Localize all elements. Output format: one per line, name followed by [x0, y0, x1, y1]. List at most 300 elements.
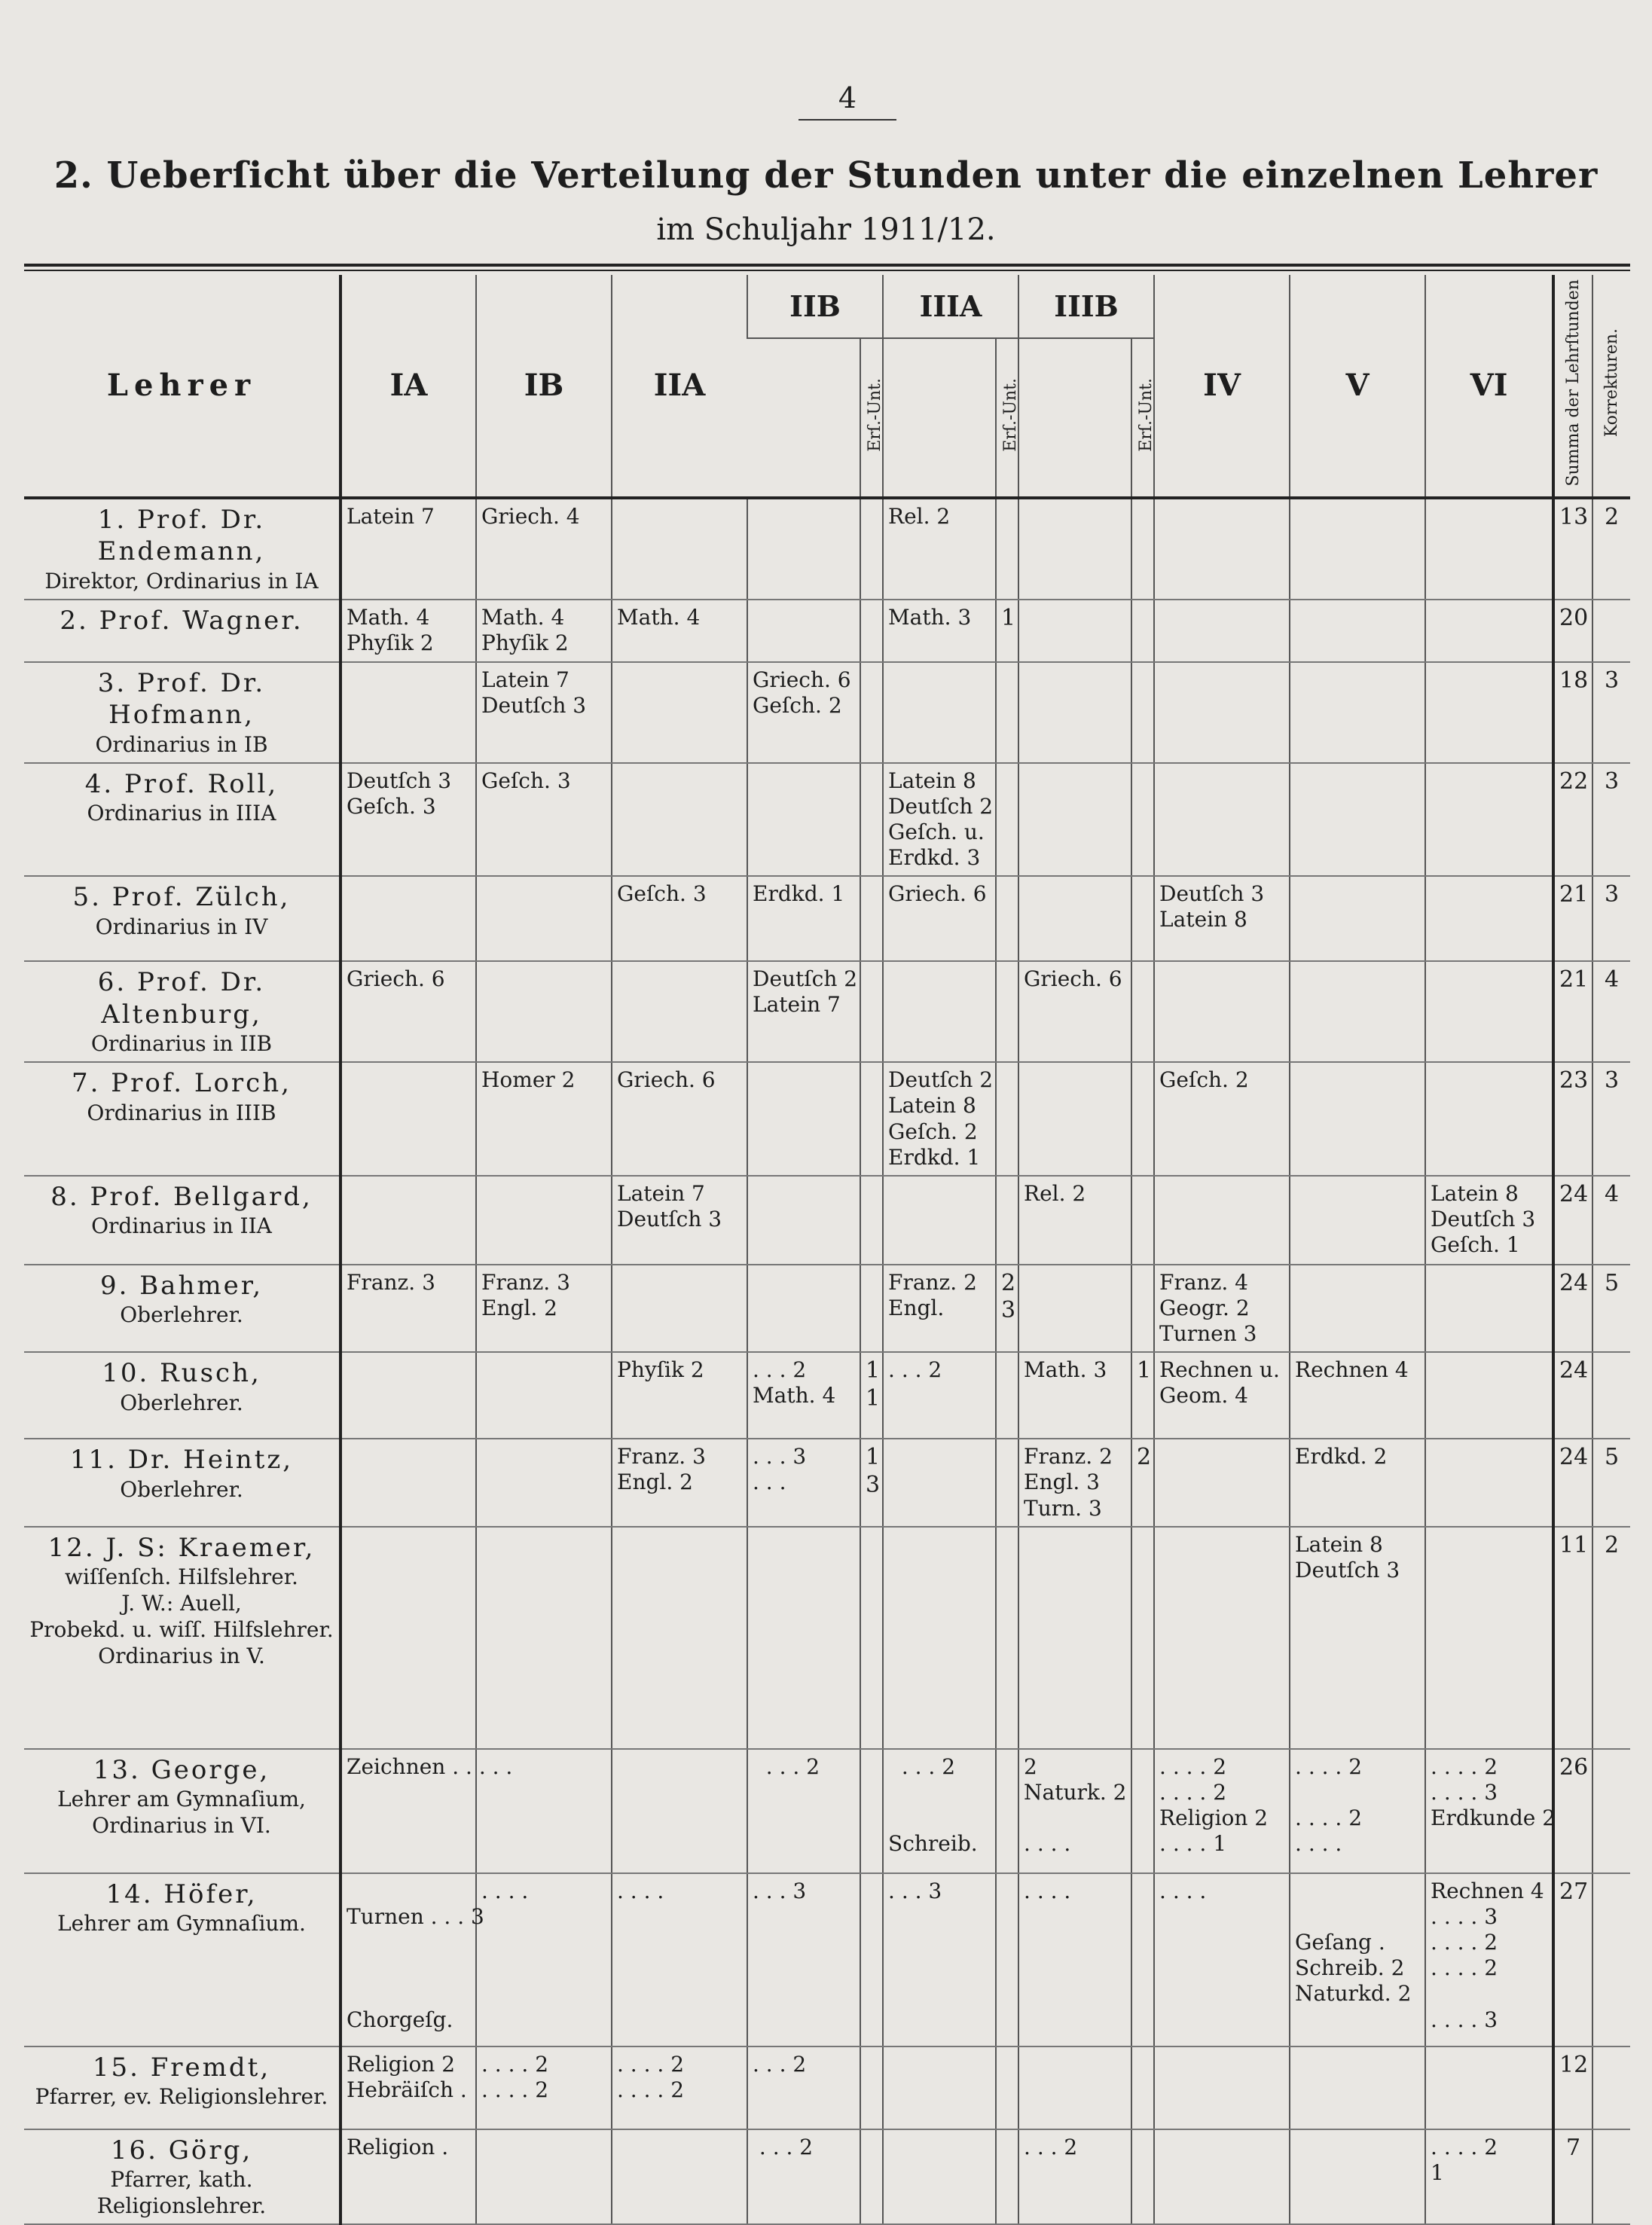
- korrekturen-cell: [1592, 1352, 1630, 1439]
- hours-cell: [1131, 1873, 1154, 2046]
- teacher-name: 5. Prof. Zülch,: [72, 882, 291, 913]
- hours-cell: [1290, 1062, 1425, 1176]
- header-ers-unt-IIIA: Erſ.-Unt.: [1001, 378, 1021, 452]
- teacher-name: 3. Prof. Dr. Hofmann,: [97, 667, 266, 731]
- hours-cell: [612, 2129, 747, 2225]
- hours-cell: [1290, 662, 1425, 763]
- hours-cell: [1131, 1527, 1154, 1749]
- hours-cell: [1290, 2046, 1425, 2129]
- hours-cell: . . . .: [612, 1873, 747, 2046]
- hours-cell: [883, 961, 996, 1062]
- header-lehrer: Lehrer: [24, 275, 340, 498]
- hours-cell: [476, 2129, 612, 2225]
- hours-cell: [1290, 763, 1425, 877]
- hours-cell: 2: [1131, 1439, 1154, 1526]
- korrekturen-cell: [1592, 600, 1630, 662]
- hours-cell: [1154, 2129, 1290, 2225]
- teacher-cell: [24, 876, 340, 961]
- hours-cell: [996, 1527, 1018, 1749]
- hours-cell: [1290, 498, 1425, 600]
- hours-cell: 2 3: [996, 1265, 1018, 1352]
- hours-cell: [860, 763, 883, 877]
- teacher-role: Lehrer am Gymnaſium.: [57, 1911, 306, 1937]
- top-rule: [24, 264, 1630, 267]
- hours-cell: [1425, 1265, 1553, 1352]
- hours-cell: [883, 2129, 996, 2225]
- hours-cell: [1290, 1176, 1425, 1265]
- hours-cell: Geſang . Schreib. 2 Naturkd. 2: [1290, 1873, 1425, 2046]
- hours-cell: [1131, 2046, 1154, 2129]
- page-number: 4: [799, 81, 896, 121]
- sum-cell: 26: [1553, 1749, 1592, 1873]
- teacher-name: 11. Dr. Heintz,: [69, 1445, 294, 1476]
- hours-cell: Math. 3: [883, 600, 996, 662]
- korrekturen-cell: 3: [1592, 662, 1630, 763]
- page-title: 2. Ueberſicht über die Verteilung der Stunden unter die einzelnen Lehrer: [53, 154, 1599, 197]
- teacher-cell: [24, 763, 340, 877]
- hours-cell: [1425, 2046, 1553, 2129]
- hours-cell: [1154, 1176, 1290, 1265]
- korrekturen-cell: 5: [1592, 1439, 1630, 1526]
- hours-cell: . . . .: [476, 1873, 612, 2046]
- teacher-name: 6. Prof. Dr. Altenburg,: [97, 967, 266, 1030]
- hours-cell: [612, 662, 747, 763]
- sum-cell: 27: [1553, 1873, 1592, 2046]
- header-ers-unt-IIIB: Erſ.-Unt.: [1137, 378, 1156, 452]
- hours-cell: [1290, 876, 1425, 961]
- korrekturen-cell: [1592, 2046, 1630, 2129]
- hours-cell: Latein 8 Deutſch 3: [1290, 1527, 1425, 1749]
- hours-cell: Math. 4 Phyſik 2: [340, 600, 476, 662]
- korrekturen-cell: 3: [1592, 876, 1630, 961]
- hours-cell: [1425, 498, 1553, 600]
- hours-cell: [747, 1527, 860, 1749]
- hours-cell: [747, 763, 860, 877]
- hours-cell: [1131, 498, 1154, 600]
- table-row: [24, 876, 1630, 961]
- hours-cell: [860, 600, 883, 662]
- hours-cell: Erdkd. 2: [1290, 1439, 1425, 1526]
- teacher-name: 13. George,: [93, 1754, 270, 1785]
- hours-cell: [1290, 600, 1425, 662]
- table-row: [24, 1062, 1630, 1176]
- table-row: [24, 2046, 1630, 2129]
- hours-cell: [1018, 1062, 1131, 1176]
- hours-cell: Homer 2: [476, 1062, 612, 1176]
- hours-cell: [996, 961, 1018, 1062]
- sum-cell: 23: [1553, 1062, 1592, 1176]
- korrekturen-cell: 3: [1592, 1062, 1630, 1176]
- hours-cell: [1018, 662, 1131, 763]
- hours-cell: [860, 498, 883, 600]
- hours-cell: [1425, 1352, 1553, 1439]
- hours-table: [24, 275, 1630, 2225]
- korrekturen-cell: [1592, 2129, 1630, 2225]
- hours-cell: [996, 1176, 1018, 1265]
- table-row: [24, 1749, 1630, 1873]
- teacher-name: 9. Bahmer,: [99, 1270, 264, 1301]
- table-row: [24, 961, 1630, 1062]
- teacher-name: 12. J. S: Kraemer,: [47, 1532, 316, 1563]
- hours-cell: [1131, 1176, 1154, 1265]
- hours-cell: [747, 600, 860, 662]
- hours-cell: [476, 1352, 612, 1439]
- table-row: [24, 1439, 1630, 1526]
- hours-cell: [612, 961, 747, 1062]
- table-row: [24, 2129, 1630, 2225]
- header-IA: IA: [340, 275, 476, 498]
- hours-cell: [476, 876, 612, 961]
- hours-cell: [996, 662, 1018, 763]
- teacher-cell: [24, 662, 340, 763]
- hours-cell: . . . . 2 . . . . 3 Erdkunde 2: [1425, 1749, 1553, 1873]
- table-row: [24, 1527, 1630, 1749]
- hours-cell: [612, 763, 747, 877]
- hours-cell: . . . . 2 . . . . 2: [476, 2046, 612, 2129]
- hours-cell: Griech. 6: [883, 876, 996, 961]
- header-V: V: [1290, 275, 1425, 498]
- sum-cell: 21: [1553, 876, 1592, 961]
- teacher-role: Ordinarius in IIA: [91, 1213, 272, 1239]
- hours-cell: [1425, 662, 1553, 763]
- hours-cell: . . . . 2 . . . . 2 . . . .: [1290, 1749, 1425, 1873]
- hours-cell: Franz. 4 Geogr. 2 Turnen 3: [1154, 1265, 1290, 1352]
- hours-cell: . . . 2: [883, 1352, 996, 1439]
- hours-cell: [860, 1062, 883, 1176]
- hours-cell: . . . 2: [747, 2046, 860, 2129]
- hours-cell: Geſch. 3: [476, 763, 612, 877]
- hours-cell: [476, 1439, 612, 1526]
- hours-cell: . . . .: [1018, 1873, 1131, 2046]
- header-summe: Summa der Lehrſtunden: [1564, 279, 1583, 487]
- table-row: [24, 763, 1630, 877]
- hours-cell: Latein 7 Deutſch 3: [612, 1176, 747, 1265]
- hours-cell: [860, 1265, 883, 1352]
- hours-cell: 2 Naturk. 2 . . . .: [1018, 1749, 1131, 1873]
- top-rule-thin: [24, 270, 1630, 271]
- teacher-cell: [24, 961, 340, 1062]
- hours-cell: [860, 2129, 883, 2225]
- hours-cell: [1425, 1439, 1553, 1526]
- teacher-cell: [24, 1749, 340, 1873]
- hours-cell: Griech. 6: [612, 1062, 747, 1176]
- hours-cell: [476, 1176, 612, 1265]
- hours-cell: Rel. 2: [883, 498, 996, 600]
- hours-cell: 1 1: [860, 1352, 883, 1439]
- teacher-name: 8. Prof. Bellgard,: [50, 1181, 313, 1212]
- teacher-cell: [24, 1265, 340, 1352]
- hours-cell: [860, 1176, 883, 1265]
- hours-cell: [996, 763, 1018, 877]
- header-IIB: IIB: [747, 275, 883, 338]
- teacher-role: Pfarrer, kath. Religionslehrer.: [96, 2167, 267, 2219]
- teacher-cell: [24, 1527, 340, 1749]
- teacher-cell: [24, 2129, 340, 2225]
- sum-cell: 12: [1553, 2046, 1592, 2129]
- hours-cell: Franz. 2 Engl.: [883, 1265, 996, 1352]
- hours-cell: [1018, 2046, 1131, 2129]
- hours-cell: [1154, 763, 1290, 877]
- hours-cell: . . . . 2 . . . . 2: [612, 2046, 747, 2129]
- sum-cell: 24: [1553, 1439, 1592, 1526]
- hours-cell: [1131, 600, 1154, 662]
- sum-cell: 24: [1553, 1352, 1592, 1439]
- hours-cell: Rel. 2: [1018, 1176, 1131, 1265]
- hours-cell: [1154, 2046, 1290, 2129]
- hours-cell: [340, 1352, 476, 1439]
- hours-cell: . . . 3: [883, 1873, 996, 2046]
- hours-cell: [860, 1749, 883, 1873]
- sum-cell: 24: [1553, 1176, 1592, 1265]
- hours-cell: [1154, 961, 1290, 1062]
- hours-cell: [996, 498, 1018, 600]
- hours-cell: Franz. 2 Engl. 3 Turn. 3: [1018, 1439, 1131, 1526]
- korrekturen-cell: 5: [1592, 1265, 1630, 1352]
- hours-cell: [340, 1062, 476, 1176]
- hours-cell: . . . 2 Schreib.: [883, 1749, 996, 1873]
- hours-cell: [1131, 763, 1154, 877]
- teacher-name: 7. Prof. Lorch,: [72, 1068, 292, 1099]
- hours-cell: [612, 1749, 747, 1873]
- hours-cell: [883, 662, 996, 763]
- hours-cell: [883, 1439, 996, 1526]
- hours-cell: Franz. 3: [340, 1265, 476, 1352]
- teacher-name: 15. Fremdt,: [92, 2052, 271, 2083]
- hours-cell: [1018, 1265, 1131, 1352]
- hours-cell: [1131, 662, 1154, 763]
- hours-cell: [1154, 1439, 1290, 1526]
- teacher-role: Ordinarius in IIB: [90, 1031, 273, 1057]
- teacher-role: Oberlehrer.: [120, 1476, 243, 1502]
- hours-cell: Math. 4: [612, 600, 747, 662]
- teacher-role: Pfarrer, ev. Religionslehrer.: [35, 2084, 328, 2110]
- hours-cell: Latein 8 Deutſch 3 Geſch. 1: [1425, 1176, 1553, 1265]
- teacher-role: Ordinarius in IV: [95, 914, 268, 939]
- korrekturen-cell: 3: [1592, 763, 1630, 877]
- hours-cell: . . . .: [1154, 1873, 1290, 2046]
- sum-cell: 21: [1553, 961, 1592, 1062]
- hours-cell: [883, 1176, 996, 1265]
- hours-cell: [747, 498, 860, 600]
- hours-cell: Rechnen 4 . . . . 3 . . . . 2 . . . . 2 . . . . 3: [1425, 1873, 1553, 2046]
- hours-cell: [996, 1062, 1018, 1176]
- hours-cell: [1290, 2129, 1425, 2225]
- hours-cell: [1425, 600, 1553, 662]
- teacher-name: 1. Prof. Dr. Endemann,: [97, 504, 266, 567]
- korrekturen-cell: 2: [1592, 1527, 1630, 1749]
- header-korrekturen: Korrekturen.: [1602, 328, 1622, 438]
- table-row: [24, 600, 1630, 662]
- hours-cell: 1: [996, 600, 1018, 662]
- sum-cell: 20: [1553, 600, 1592, 662]
- header-IB: IB: [476, 275, 612, 498]
- hours-cell: [340, 876, 476, 961]
- hours-cell: Latein 7: [340, 498, 476, 600]
- hours-cell: [1018, 600, 1131, 662]
- hours-cell: [860, 2046, 883, 2129]
- hours-cell: [1425, 1062, 1553, 1176]
- hours-cell: Rechnen u. Geom. 4: [1154, 1352, 1290, 1439]
- hours-cell: [860, 1873, 883, 2046]
- hours-cell: [747, 1265, 860, 1352]
- hours-cell: [1290, 961, 1425, 1062]
- hours-cell: [1425, 763, 1553, 877]
- hours-cell: . . . 3: [747, 1873, 860, 2046]
- hours-cell: Griech. 6 Geſch. 2: [747, 662, 860, 763]
- table-row: [24, 1176, 1630, 1265]
- teacher-cell: [24, 1439, 340, 1526]
- hours-cell: [1154, 600, 1290, 662]
- hours-cell: . . . 2: [1018, 2129, 1131, 2225]
- hours-cell: [860, 961, 883, 1062]
- hours-cell: . . . 3 . . .: [747, 1439, 860, 1526]
- hours-cell: Franz. 3 Engl. 2: [476, 1265, 612, 1352]
- teacher-name: 10. Rusch,: [102, 1358, 261, 1389]
- hours-cell: [340, 662, 476, 763]
- hours-cell: [1131, 1062, 1154, 1176]
- hours-cell: [747, 1176, 860, 1265]
- page-subtitle: im Schuljahr 1911/12.: [656, 212, 996, 247]
- hours-cell: [612, 1527, 747, 1749]
- header-IIIB: IIIB: [1018, 275, 1154, 338]
- hours-cell: [1154, 1527, 1290, 1749]
- teacher-cell: [24, 498, 340, 600]
- hours-cell: [340, 1527, 476, 1749]
- hours-cell: [996, 1749, 1018, 1873]
- header-VI: VI: [1425, 275, 1553, 498]
- hours-cell: 1: [1131, 1352, 1154, 1439]
- hours-cell: [996, 2129, 1018, 2225]
- teacher-role: Oberlehrer.: [120, 1302, 243, 1328]
- hours-cell: Turnen . . . 3 Chorgeſg.: [340, 1873, 476, 2046]
- sum-cell: 11: [1553, 1527, 1592, 1749]
- hours-cell: . . . . 2 . . . . 2 Religion 2 . . . . 1: [1154, 1749, 1290, 1873]
- hours-cell: Deutſch 2 Latein 7: [747, 961, 860, 1062]
- hours-cell: [747, 1062, 860, 1176]
- hours-cell: Geſch. 3: [612, 876, 747, 961]
- hours-cell: . . . . 2 1: [1425, 2129, 1553, 2225]
- teacher-role: Oberlehrer.: [120, 1390, 243, 1415]
- hours-cell: Franz. 3 Engl. 2: [612, 1439, 747, 1526]
- sum-cell: 22: [1553, 763, 1592, 877]
- teacher-cell: [24, 1873, 340, 2046]
- korrekturen-cell: [1592, 1749, 1630, 1873]
- hours-cell: [1131, 876, 1154, 961]
- teacher-role: Direktor, Ordinarius in IA: [44, 568, 319, 594]
- hours-cell: [860, 662, 883, 763]
- hours-cell: . . . 2: [747, 2129, 860, 2225]
- header-IV: IV: [1154, 275, 1290, 498]
- header-ers-unt-IIB: Erſ.-Unt.: [866, 378, 884, 452]
- hours-cell: [860, 1527, 883, 1749]
- hours-cell: [1425, 876, 1553, 961]
- teacher-role: Lehrer am Gymnaſium, Ordinarius in VI.: [57, 1787, 306, 1839]
- hours-cell: [1018, 763, 1131, 877]
- header-IIIA: IIIA: [883, 275, 1018, 338]
- hours-cell: Deutſch 2 Latein 8 Geſch. 2 Erdkd. 1: [883, 1062, 996, 1176]
- hours-cell: Zeichnen . . . . .: [340, 1749, 476, 1873]
- teacher-name: 2. Prof. Wagner.: [60, 605, 304, 636]
- teacher-role: Ordinarius in IIIA: [87, 801, 276, 826]
- sum-cell: 13: [1553, 498, 1592, 600]
- table-row: [24, 1265, 1630, 1352]
- hours-cell: Phyſik 2: [612, 1352, 747, 1439]
- teacher-name: 14. Höfer,: [105, 1879, 258, 1909]
- hours-cell: Griech. 6: [340, 961, 476, 1062]
- hours-cell: [1425, 961, 1553, 1062]
- sum-cell: 24: [1553, 1265, 1592, 1352]
- korrekturen-cell: 4: [1592, 961, 1630, 1062]
- hours-cell: [1425, 1527, 1553, 1749]
- teacher-role: wiſſenſch. Hilfslehrer. J. W.: Auell, Probekd. u. wiſſ. Hilfslehrer. Ordinarius in V.: [29, 1564, 334, 1669]
- hours-cell: Math. 4 Phyſik 2: [476, 600, 612, 662]
- hours-cell: Geſch. 2: [1154, 1062, 1290, 1176]
- hours-cell: [340, 1176, 476, 1265]
- hours-cell: Latein 7 Deutſch 3: [476, 662, 612, 763]
- hours-cell: Griech. 6: [1018, 961, 1131, 1062]
- hours-cell: Religion 2 Hebräiſch .: [340, 2046, 476, 2129]
- hours-cell: [860, 876, 883, 961]
- hours-cell: [883, 1527, 996, 1749]
- hours-cell: [996, 2046, 1018, 2129]
- sum-cell: 18: [1553, 662, 1592, 763]
- table-row: [24, 498, 1630, 600]
- teacher-cell: [24, 1062, 340, 1176]
- hours-cell: Rechnen 4: [1290, 1352, 1425, 1439]
- korrekturen-cell: 4: [1592, 1176, 1630, 1265]
- hours-cell: Religion .: [340, 2129, 476, 2225]
- hours-cell: [1154, 498, 1290, 600]
- hours-cell: Math. 3: [1018, 1352, 1131, 1439]
- hours-cell: [1131, 2129, 1154, 2225]
- hours-cell: [476, 961, 612, 1062]
- hours-cell: [1018, 876, 1131, 961]
- teacher-name: 16. Görg,: [110, 2135, 253, 2165]
- hours-cell: . . . 2 Math. 4: [747, 1352, 860, 1439]
- hours-cell: 1 3: [860, 1439, 883, 1526]
- hours-cell: [996, 1873, 1018, 2046]
- hours-cell: Deutſch 3 Latein 8: [1154, 876, 1290, 961]
- hours-cell: [1018, 1527, 1131, 1749]
- hours-cell: [996, 1439, 1018, 1526]
- hours-cell: Deutſch 3 Geſch. 3: [340, 763, 476, 877]
- table-row: [24, 662, 1630, 763]
- hours-cell: [476, 1527, 612, 1749]
- teacher-cell: [24, 600, 340, 662]
- teacher-role: Ordinarius in IIIB: [87, 1100, 276, 1125]
- hours-cell: [1131, 1265, 1154, 1352]
- hours-cell: [996, 876, 1018, 961]
- korrekturen-cell: [1592, 1873, 1630, 2046]
- hours-cell: [1131, 1749, 1154, 1873]
- sum-cell: 7: [1553, 2129, 1592, 2225]
- teacher-cell: [24, 1176, 340, 1265]
- hours-cell: Latein 8 Deutſch 2 Geſch. u. Erdkd. 3: [883, 763, 996, 877]
- hours-cell: [1018, 498, 1131, 600]
- teacher-cell: [24, 2046, 340, 2129]
- teacher-role: Ordinarius in IB: [95, 731, 268, 757]
- hours-cell: [1290, 1265, 1425, 1352]
- hours-cell: Griech. 4: [476, 498, 612, 600]
- hours-cell: [612, 498, 747, 600]
- hours-cell: [996, 1352, 1018, 1439]
- hours-cell: [612, 1265, 747, 1352]
- teacher-name: 4. Prof. Roll,: [84, 768, 279, 799]
- hours-cell: [883, 2046, 996, 2129]
- header-IIA: IIA: [612, 275, 747, 498]
- hours-cell: [340, 1439, 476, 1526]
- table-row: [24, 1352, 1630, 1439]
